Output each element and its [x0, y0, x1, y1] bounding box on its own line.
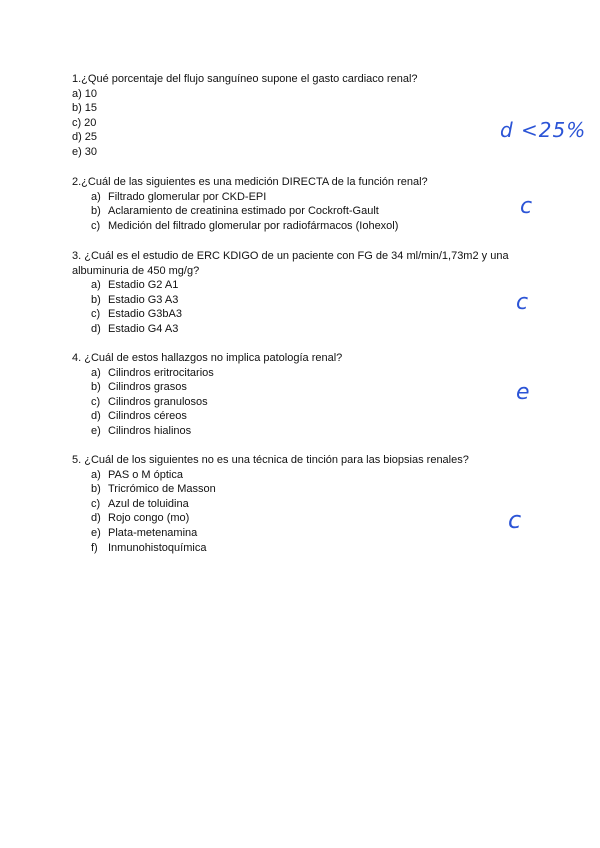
- option: [72, 497, 522, 512]
- option: [72, 190, 522, 205]
- option-text: Filtrado glomerular por CKD-EPI: [108, 190, 267, 203]
- option-text: Estadio G2 A1: [108, 279, 179, 292]
- option-text: Plata-metenamina: [108, 526, 198, 539]
- option: [72, 468, 522, 483]
- option: [72, 101, 522, 116]
- option: [72, 145, 522, 160]
- question-text: 3. ¿Cuál es el estudio de ERC KDIGO de un paciente con FG de 34 ml/min/1,73m2 y una albuminuria de 450 mg/g?: [72, 250, 509, 277]
- option-letter: b): [91, 293, 101, 306]
- option-letter: c): [72, 116, 82, 129]
- option-text: Cilindros granulosos: [108, 395, 208, 408]
- option-text: 10: [84, 87, 98, 100]
- option-text: Estadio G3bA3: [108, 308, 182, 321]
- handwritten-answer-3: c: [516, 290, 529, 315]
- option: [72, 307, 522, 322]
- option-text: 15: [84, 102, 98, 115]
- option-text: PAS o M óptica: [108, 468, 183, 481]
- option: [72, 424, 522, 439]
- option-letter: b): [91, 381, 101, 394]
- question-3: [72, 249, 522, 337]
- option: [72, 511, 522, 526]
- option: [72, 395, 522, 410]
- option-text: Inmunohistoquímica: [108, 541, 207, 554]
- question-5: [72, 453, 522, 555]
- handwritten-answer-4: e: [516, 380, 530, 405]
- option: [72, 526, 522, 541]
- option-text: 25: [84, 131, 98, 144]
- option-text: Cilindros céreos: [108, 410, 187, 423]
- option-letter: b): [91, 205, 101, 218]
- option-letter: d): [91, 322, 101, 335]
- option: [72, 116, 522, 131]
- option-text: Rojo congo (mo): [108, 512, 190, 525]
- question-text: 4. ¿Cuál de estos hallazgos no implica patología renal?: [72, 352, 343, 364]
- option: [72, 366, 522, 381]
- option: [72, 293, 522, 308]
- handwritten-answer-5: c: [508, 506, 522, 534]
- question-text: 5. ¿Cuál de los siguientes no es una técnica de tinción para las biopsias renales?: [72, 454, 469, 466]
- option-letter: a): [91, 190, 101, 203]
- option-letter: a): [91, 366, 101, 379]
- option: [72, 87, 522, 102]
- option: [72, 278, 522, 293]
- option: [72, 219, 522, 234]
- option: [72, 130, 522, 145]
- option-text: Estadio G4 A3: [108, 322, 179, 335]
- option-text: 20: [84, 116, 97, 129]
- option-letter: c): [91, 395, 101, 408]
- option-letter: e): [91, 526, 101, 539]
- option-text: Cilindros hialinos: [108, 424, 192, 437]
- option-letter: c): [91, 497, 101, 510]
- option-text: Tricrómico de Masson: [108, 483, 216, 496]
- option-text: Aclaramiento de creatinina estimado por Cockroft-Gault: [108, 205, 379, 218]
- option-letter: f): [91, 541, 98, 554]
- option-letter: c): [91, 219, 101, 232]
- option-text: Medición del filtrado glomerular por radiofármacos (Iohexol): [108, 219, 399, 232]
- option-text: 30: [84, 145, 98, 158]
- question-text: 2.¿Cuál de las siguientes es una medición DIRECTA de la función renal?: [72, 176, 428, 188]
- option-letter: a): [72, 87, 82, 100]
- handwritten-answer-1: d <25%: [500, 118, 587, 142]
- option-letter: e): [72, 145, 82, 158]
- option: [72, 322, 522, 337]
- question-4: [72, 351, 522, 439]
- option: [72, 482, 522, 497]
- option-text: Cilindros eritrocitarios: [108, 366, 214, 379]
- option-letter: e): [91, 424, 101, 437]
- option-letter: c): [91, 308, 101, 321]
- option: [72, 204, 522, 219]
- question-2: [72, 175, 522, 233]
- question-1: [72, 72, 522, 160]
- option-letter: a): [91, 468, 101, 481]
- option-letter: d): [91, 410, 101, 423]
- option-letter: d): [91, 512, 101, 525]
- option-text: Cilindros grasos: [108, 381, 187, 394]
- option-letter: b): [91, 483, 101, 496]
- option: [72, 541, 522, 556]
- option-letter: d): [72, 131, 82, 144]
- option: [72, 380, 522, 395]
- option-text: Estadio G3 A3: [108, 293, 179, 306]
- question-text: 1.¿Qué porcentaje del flujo sanguíneo supone el gasto cardiaco renal?: [72, 73, 418, 85]
- handwritten-answer-2: c: [520, 194, 533, 219]
- option-letter: a): [91, 279, 101, 292]
- option-letter: b): [72, 102, 82, 115]
- option: [72, 409, 522, 424]
- option-text: Azul de toluidina: [108, 497, 189, 510]
